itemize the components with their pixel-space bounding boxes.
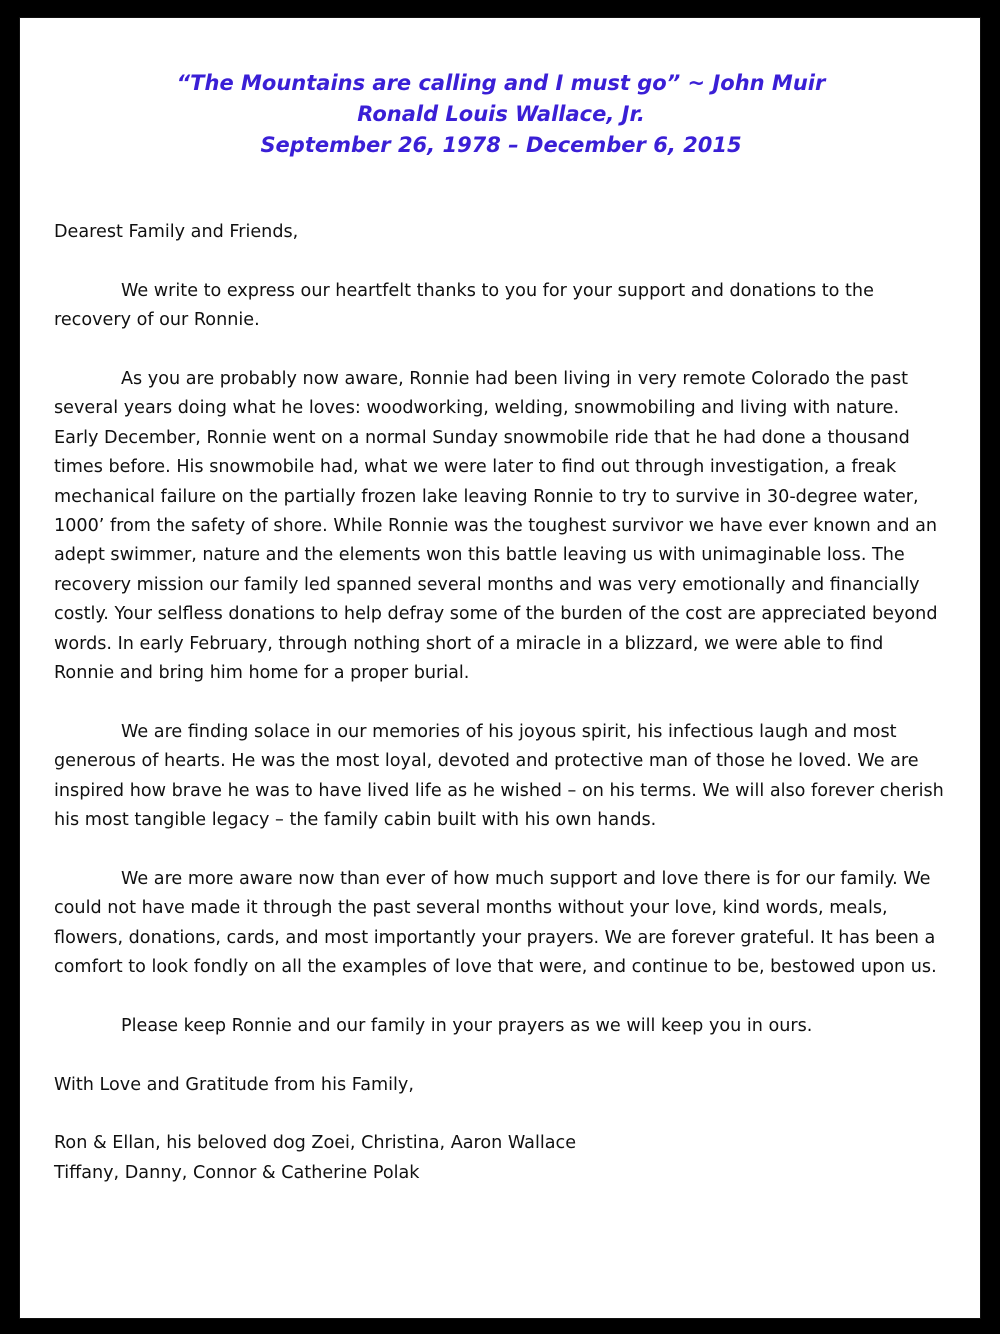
paragraph-prayers: Please keep Ronnie and our family in your prayers as we will keep you in ours. [121, 1015, 813, 1036]
signature-line: Ron & Ellan, his beloved dog Zoei, Christina, Aaron Wallace [54, 1133, 577, 1154]
closing: With Love and Gratitude from his Family, [54, 1074, 414, 1095]
paragraph-memories: We are finding solace in our memories of his joyous spirit, his infectious laugh and most generous of hearts. He was the most loyal, devoted and protective man of those he loved. We are inspired how brave he was to have lived life as he wished – on his terms. We will also forever cherish his most tangible legacy – the family cabin built with his own hands. [54, 721, 944, 831]
salutation: Dearest Family and Friends, [54, 222, 299, 242]
memorial-name: Ronald Louis Wallace, Jr. [357, 102, 645, 126]
memorial-dates: September 26, 1978 – December 6, 2015 [260, 133, 742, 157]
signature-line: Tiffany, Danny, Connor & Catherine Polak [54, 1162, 420, 1183]
quote-line: “The Mountains are calling and I must go” ~ John Muir [176, 71, 826, 95]
letter-body [54, 218, 949, 1188]
paragraph-story: As you are probably now aware, Ronnie had been living in very remote Colorado the past several years doing what he loves: woodworking, welding, snowmobiling and living with nature. Early December, Ronnie went on a normal Sunday snowmobile ride that he had done a thousand times before. His snowmobile had, what we were later to find out through investigation, a freak mechanical failure on the partially frozen lake leaving Ronnie to try to survive in 30-degree water, 1000’ from the safety of shore. While Ronnie was the toughest survivor we have ever known and an adept swimmer, nature and the elements won this battle leaving us with unimaginable loss. The recovery mission our family led spanned several months and was very emotionally and financially costly. Your selfless donations to help defray some of the burden of the cost are appreciated beyond words. In early February, through nothing short of a miracle in a blizzard, we were able to find Ronnie and bring him home for a proper burial. [54, 369, 938, 684]
letter-page [19, 17, 981, 1319]
memorial-header [20, 68, 982, 161]
signature-block [54, 1129, 949, 1188]
paragraph-gratitude: We are more aware now than ever of how much support and love there is for our family. We could not have made it through the past several months without your love, kind words, meals, flowers, donations, cards, and most importantly your prayers. We are forever grateful. It has been a comfort to look fondly on all the examples of love that were, and continue to be, bestowed upon us. [54, 868, 937, 978]
paragraph-thanks: We write to express our heartfelt thanks to you for your support and donations to the recovery of our Ronnie. [54, 280, 874, 331]
